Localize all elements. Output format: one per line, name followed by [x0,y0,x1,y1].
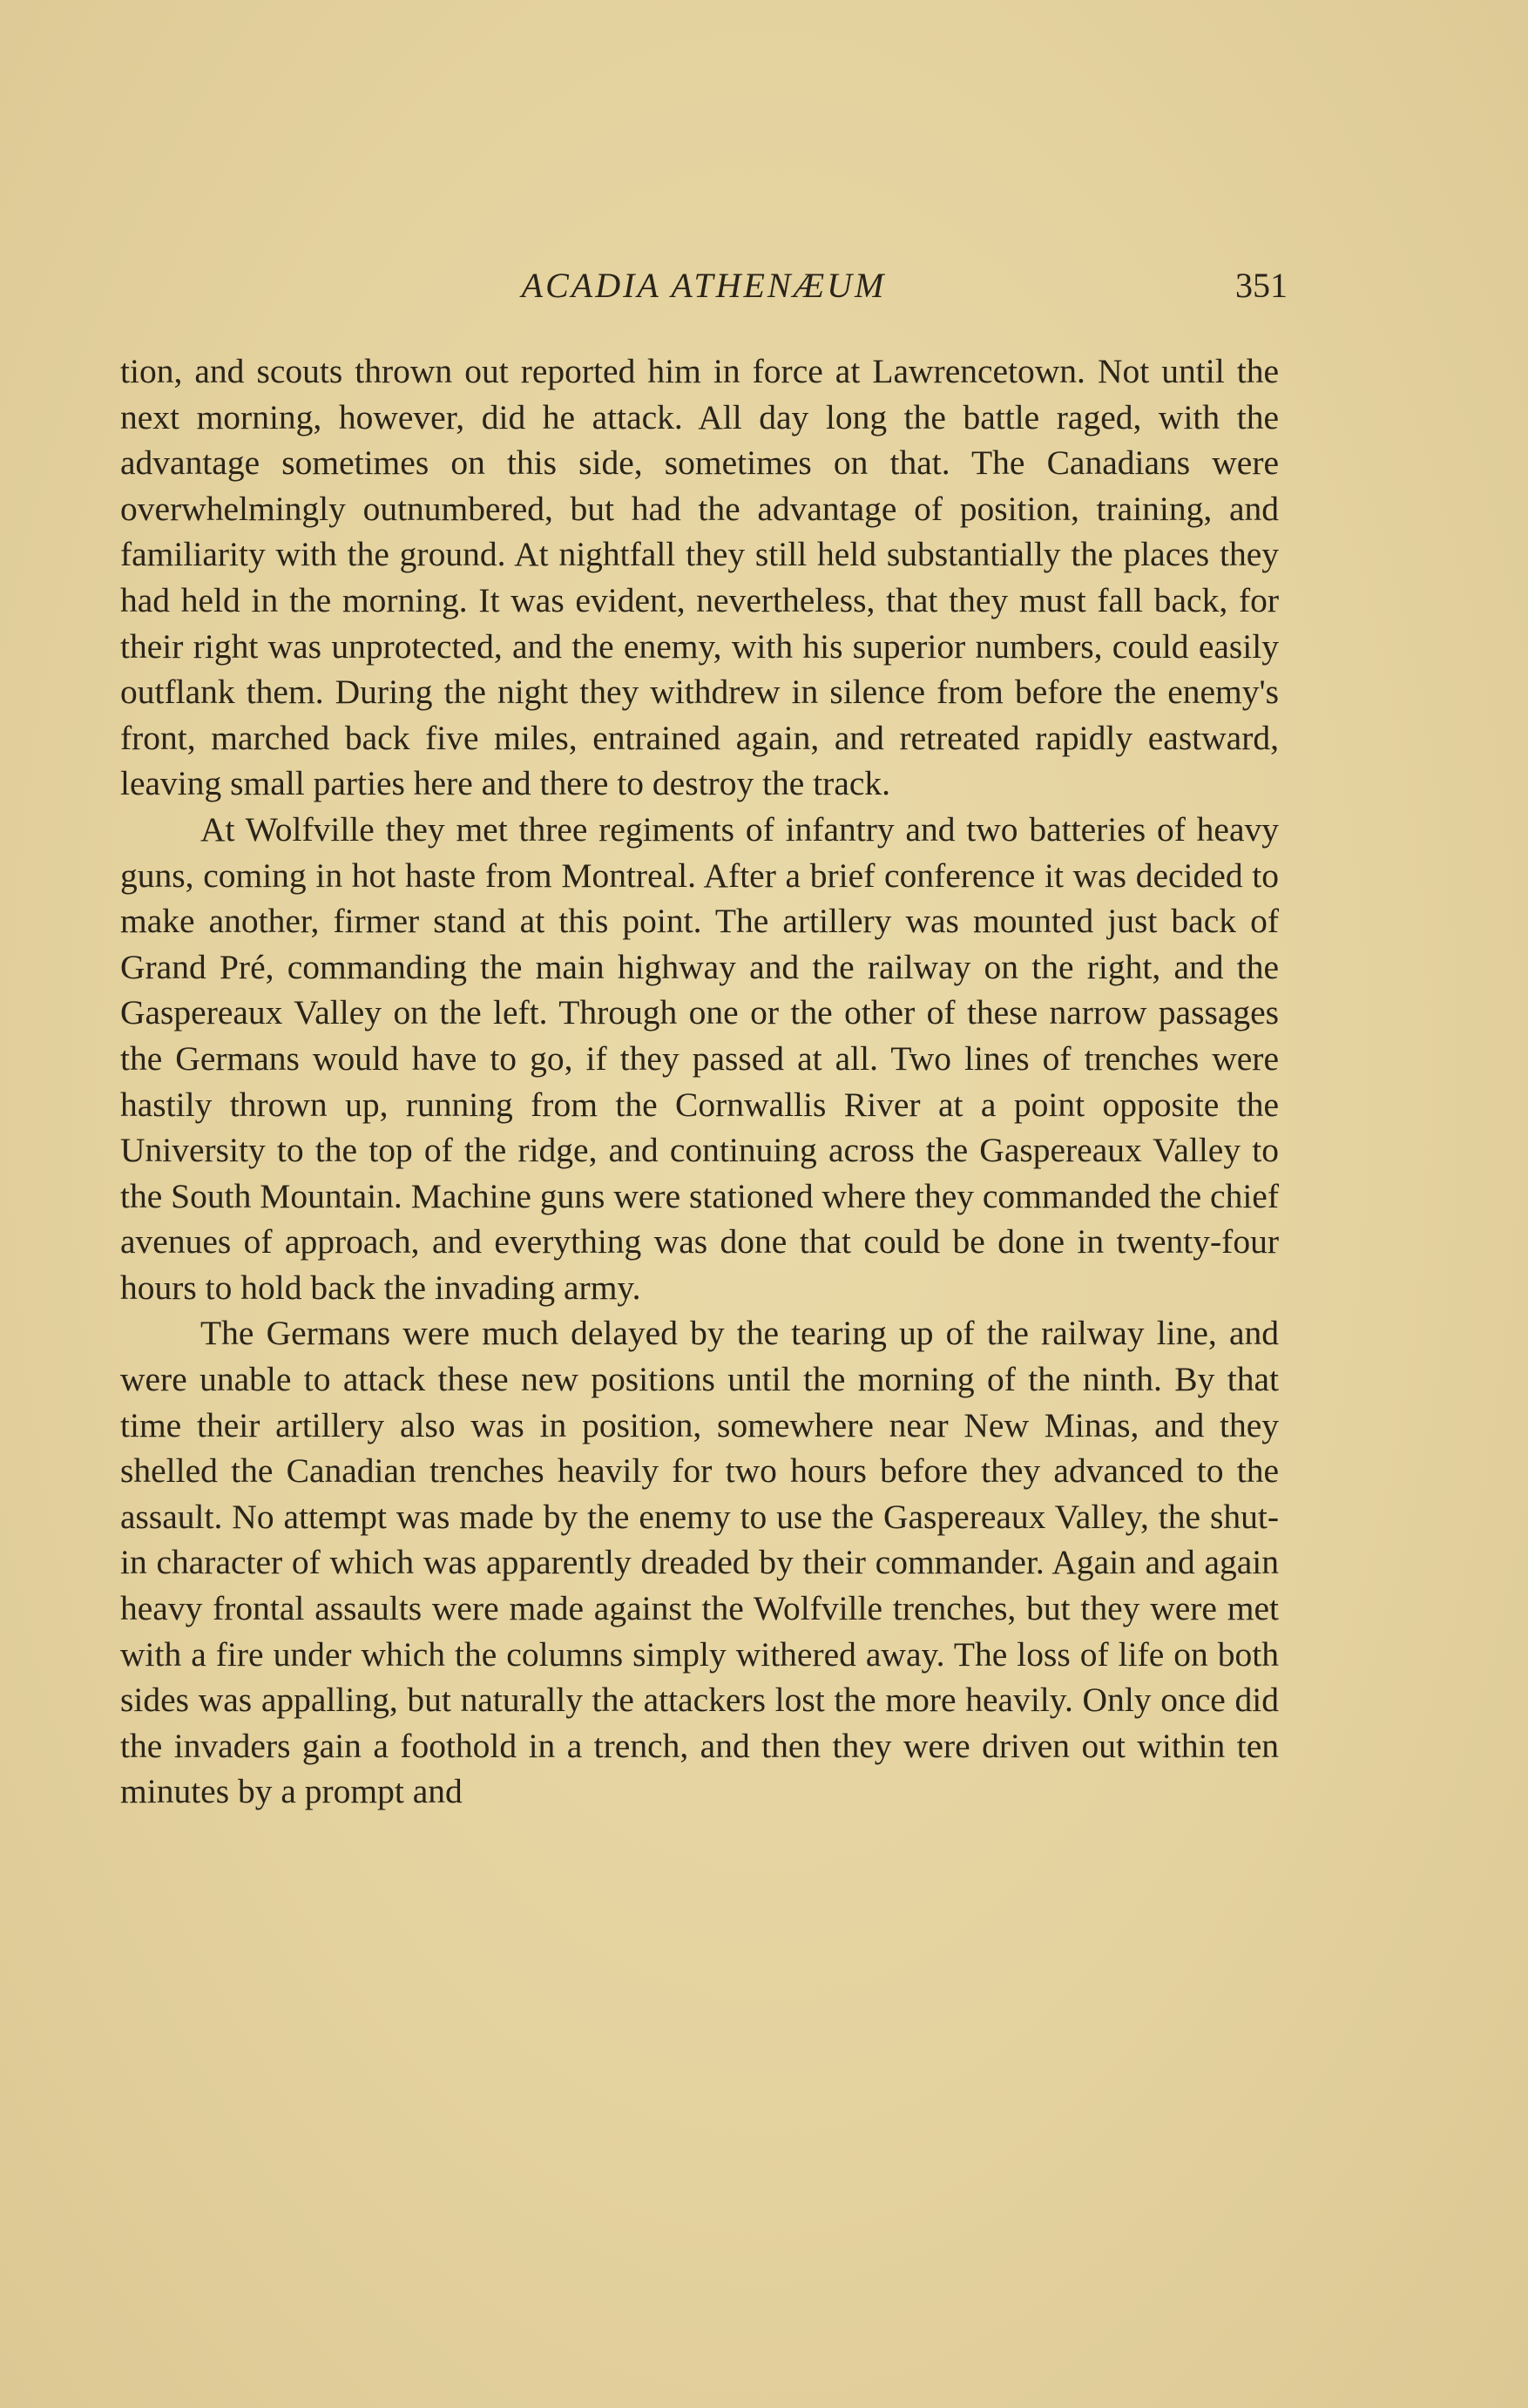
paragraph-continued: tion, and scouts thrown out reported him in force at Lawrencetown. Not until the next morning, however, did he attack. All day long the battle raged, with the advantage sometimes on this side, sometimes on that. The Canadians were overwhelmingly outnumbered, but had the advantage of position, training, and familiarity with the ground. At nightfall they still held substantially the places they had held in the morning. It was evident, nevertheless, that they must fall back, for their right was unprotected, and the enemy, with his superior numbers, could easily outflank them. During the night they withdrew in silence from before the enemy's front, marched back five miles, entrained again, and retreated rapidly eastward, leaving small parties here and there to destroy the track. [120,352,1279,803]
body-text [120,348,1279,1815]
paragraph: The Germans were much delayed by the tearing up of the railway line, and were unable to attack these new positions until the morning of the ninth. By that time their artillery also was in position, somewhere near New Minas, and they shelled the Canadian trenches heavily for two hours before they advanced to the assault. No attempt was made by the enemy to use the Gaspereaux Valley, the shut-in character of which was apparently dreaded by their commander. Again and again heavy frontal assaults were made against the Wolfville trenches, but they were met with a fire under which the columns simply withered away. The loss of life on both sides was appalling, but naturally the attackers lost the more heavily. Only once did the invaders gain a foothold in a trench, and then they were driven out within ten minutes by a prompt and [120,1314,1279,1811]
running-head [120,260,1288,312]
paragraph: At Wolfville they met three regiments of infantry and two batteries of heavy guns, coming in hot haste from Montreal. After a brief conference it was decided to make another, firmer stand at this point. The artillery was mounted just back of Grand Pré, commanding the main highway and the railway on the right, and the Gaspereaux Valley on the left. Through one or the other of these narrow passages the Germans would have to go, if they passed at all. Two lines of trenches were hastily thrown up, running from the Cornwallis River at a point opposite the University to the top of the ridge, and continuing across the Gaspereaux Valley to the South Mountain. Machine guns were stationed where they commanded the chief avenues of approach, and everything was done that could be done in twenty-four hours to hold back the invading army. [120,809,1279,1307]
page-number: 351 [1235,266,1288,305]
journal-title: ACADIA ATHENÆUM [521,266,887,305]
